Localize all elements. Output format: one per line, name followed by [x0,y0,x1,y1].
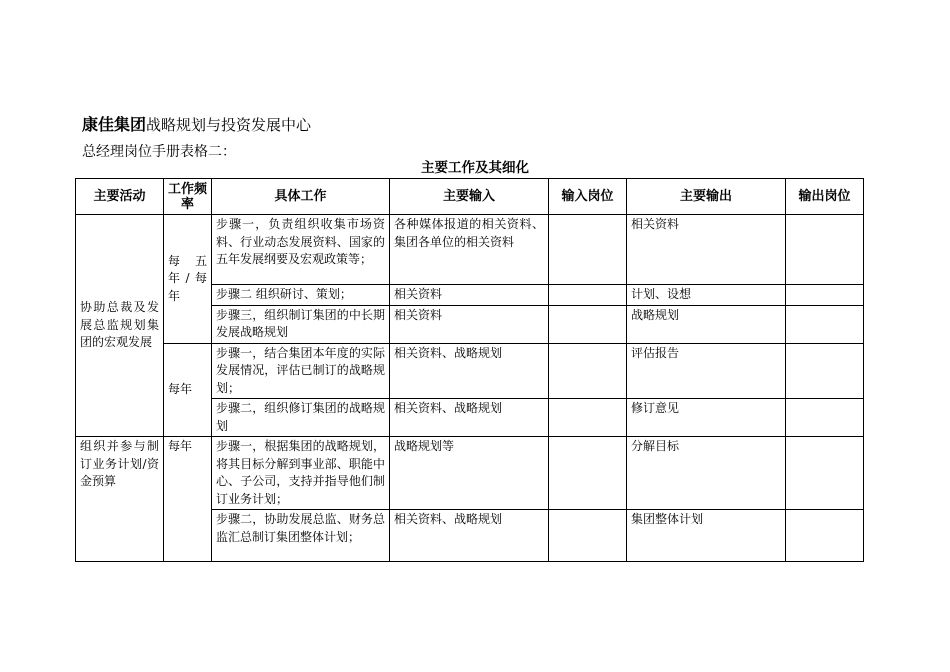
output-cell: 修订意见 [627,399,786,437]
table-row [76,437,864,510]
input-cell: 相关资料、战略规划 [390,510,549,562]
output-post-cell [786,215,864,285]
document-heading [82,114,311,136]
input-cell: 相关资料、战略规划 [390,343,549,399]
frequency-cell: 每年 [164,437,212,562]
activity-cell: 组织并参与制订业务计划/资金预算 [76,437,164,562]
activity-cell: 协助总裁及发展总监规划集团的宏观发展 [76,215,164,437]
work-cell: 步骤一，结合集团本年度的实际发展情况，评估已制订的战略规划； [212,343,390,399]
input-post-cell [549,399,627,437]
input-cell: 战略规划等 [390,437,549,510]
output-post-cell [786,343,864,399]
col-header-output: 主要输出 [627,179,786,215]
work-cell: 步骤二，协助发展总监、财务总监汇总制订集团整体计划； [212,510,390,562]
company-name: 康佳集团 [82,115,147,134]
col-header-activity: 主要活动 [76,179,164,215]
output-cell: 相关资料 [627,215,786,285]
output-post-cell [786,285,864,306]
input-cell: 相关资料 [390,305,549,343]
department-name: 战略规划与投资发展中心 [146,116,312,134]
input-post-cell [549,437,627,510]
table-row [76,215,864,285]
input-post-cell [549,215,627,285]
input-post-cell [549,305,627,343]
frequency-cell: 每年 [164,343,212,437]
work-cell: 步骤一，根据集团的战略规划，将其目标分解到事业部、职能中心、子公司，支持并指导他们制订业务计划； [212,437,390,510]
col-header-work: 具体工作 [212,179,390,215]
output-cell: 评估报告 [627,343,786,399]
output-post-cell [786,399,864,437]
col-header-input-post: 输入岗位 [549,179,627,215]
input-cell: 各种媒体报道的相关资料、集团各单位的相关资料 [390,215,549,285]
input-post-cell [549,285,627,306]
work-cell: 步骤二，组织修订集团的战略规划 [212,399,390,437]
output-cell: 集团整体计划 [627,510,786,562]
work-cell: 步骤一，负责组织收集市场资料、行业动态发展资料、国家的五年发展纲要及宏观政策等； [212,215,390,285]
output-cell: 计划、设想 [627,285,786,306]
table-header-row [76,179,864,215]
col-header-output-post: 输出岗位 [786,179,864,215]
output-post-cell [786,510,864,562]
input-cell: 相关资料、战略规划 [390,399,549,437]
output-cell: 分解目标 [627,437,786,510]
work-cell: 步骤三，组织制订集团的中长期发展战略规划 [212,305,390,343]
frequency-cell: 每五年/每年 [164,215,212,344]
form-title: 总经理岗位手册表格二： [82,144,236,160]
output-post-cell [786,305,864,343]
output-cell: 战略规划 [627,305,786,343]
input-cell: 相关资料 [390,285,549,306]
input-post-cell [549,510,627,562]
output-post-cell [786,437,864,510]
col-header-input: 主要输入 [390,179,549,215]
table-caption: 主要工作及其细化 [421,160,529,176]
work-detail-table [75,178,864,562]
col-header-frequency: 工作频率 [164,179,212,215]
work-cell: 步骤二 组织研讨、策划； [212,285,390,306]
table-row [76,343,864,399]
input-post-cell [549,343,627,399]
